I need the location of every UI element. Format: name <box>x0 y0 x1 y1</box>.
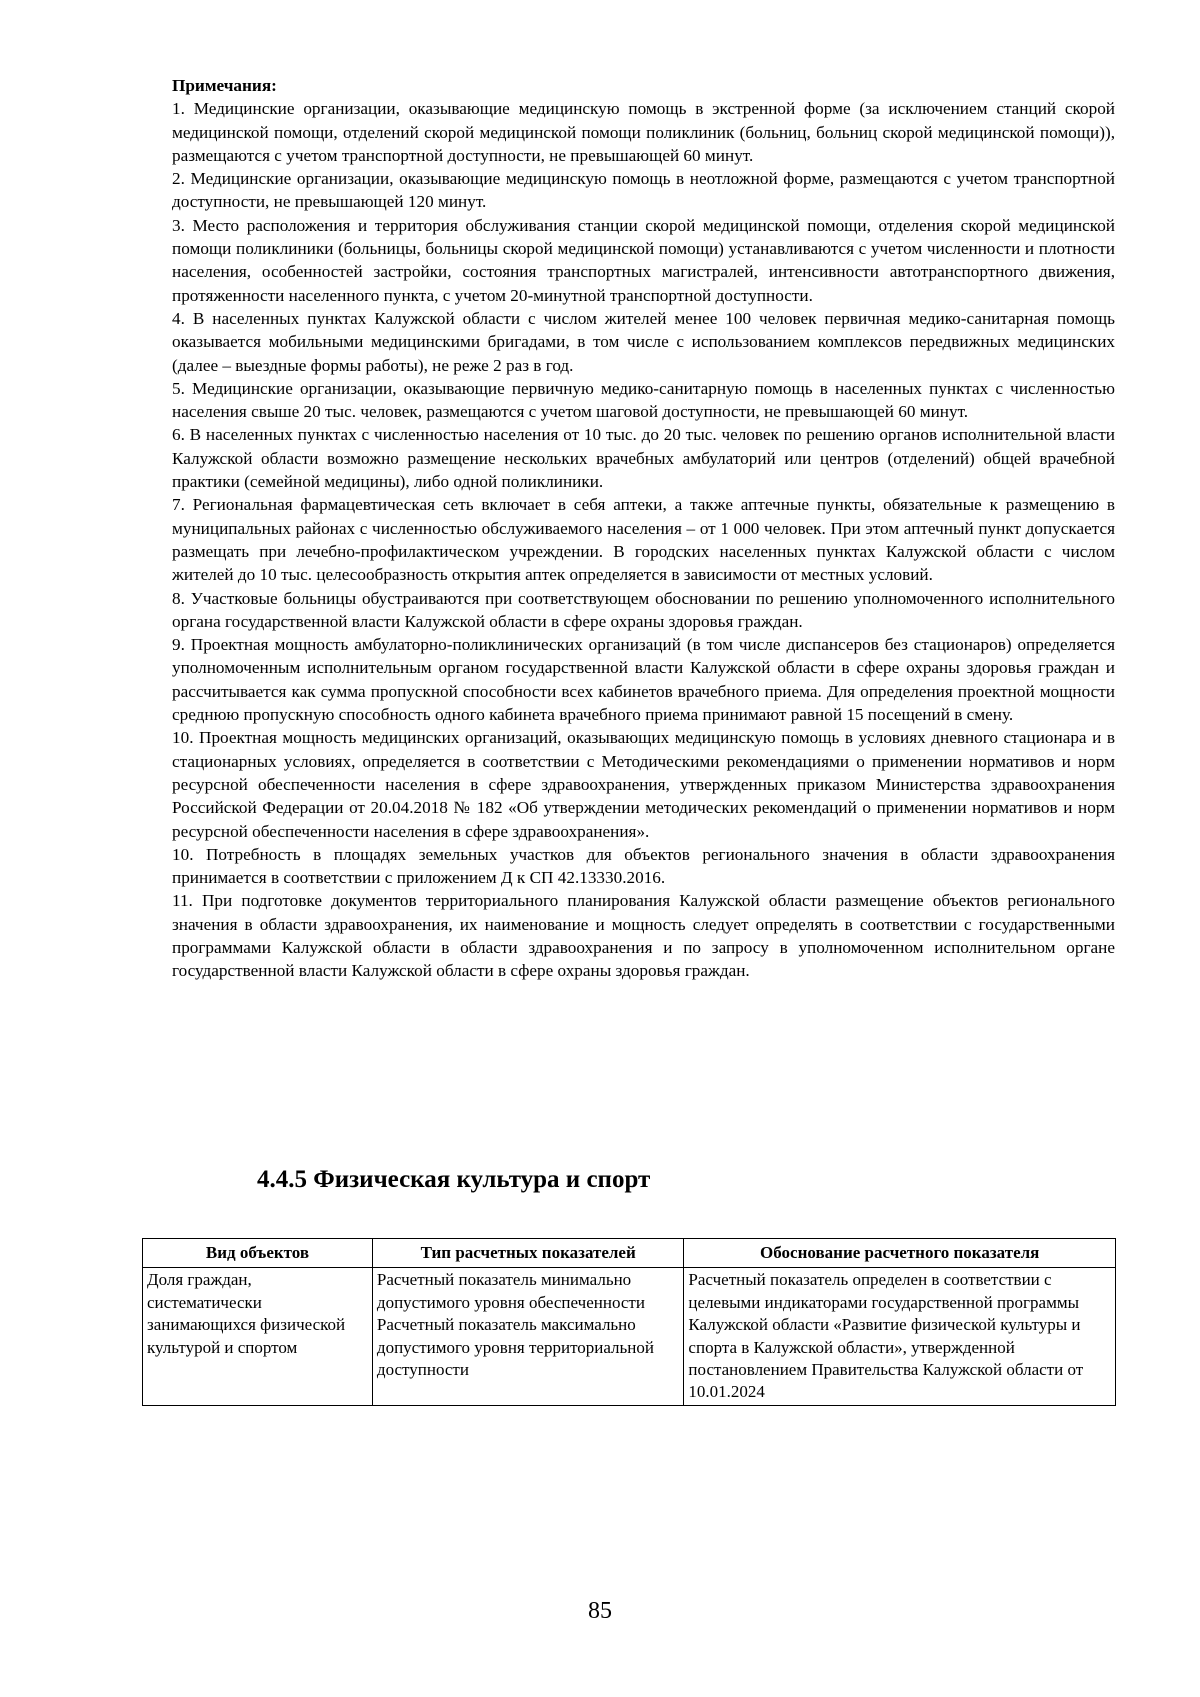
header-object-type: Вид объектов <box>143 1239 373 1268</box>
note-item-5: 5. Медицинские организации, оказывающие первичную медико-санитарную помощь в населенных пунктах с численностью населения свыше 20 тыс. человек, размещаются с учетом шаговой доступности, не превышающей 60 минут. <box>172 378 1115 422</box>
indicator-min-provision: Расчетный показатель минимально допустимого уровня обеспеченности <box>376 1270 645 1312</box>
notes-block <box>172 74 1115 983</box>
table-row <box>143 1268 1116 1405</box>
note-item-2: 2. Медицинские организации, оказывающие медицинскую помощь в неотложной форме, размещаются с учетом транспортной доступности, не превышающей 120 минут. <box>172 169 1115 212</box>
objects-table <box>142 1238 1116 1406</box>
note-item-10: 10. Проектная мощность медицинских организаций, оказывающих медицинскую помощь в условиях дневного стационара и в стационарных условиях, определяется в соответствии с Методическими рекомендациями о применении нормативов и норм ресурсной обеспеченности населения в сфере здравоохранения, утвержденных приказом Министерства здравоохранения Российской Федерации от 20.04.2018 № 182 «Об утверждении методических рекомендаций о применении нормативов и норм ресурсной обеспеченности населения в сфере здравоохранения». <box>172 728 1115 841</box>
cell-indicators <box>372 1268 684 1405</box>
note-item-6: 6. В населенных пунктах с численностью населения от 10 тыс. до 20 тыс. человек по решению органов исполнительной власти Калужской области возможно размещение нескольких врачебных амбулаторий или центров (отделений) общей врачебной практики (семейной медицины), либо одной поликлиники. <box>172 425 1115 492</box>
note-item-9: 9. Проектная мощность амбулаторно-поликлинических организаций (в том числе диспансеров без стационаров) определяется уполномоченным исполнительным органом государственной власти Калужской области в сфере охраны здоровья граждан и рассчитывается как сумма пропускной способности всех кабинетов врачебного приема. Для определения проектной мощности среднюю пропускную способность одного кабинета врачебного приема принимают равной 15 посещений в смену. <box>172 635 1115 725</box>
header-justification: Обоснование расчетного показателя <box>684 1239 1116 1268</box>
notes-heading: Примечания: <box>172 76 277 95</box>
note-item-8: 8. Участковые больницы обустраиваются при соответствующем обосновании по решению уполномоченного исполнительного органа государственной власти Калужской области в сфере охраны здоровья граждан. <box>172 588 1115 631</box>
cell-justification: Расчетный показатель определен в соответствии с целевыми индикаторами государственной программы Калужской области «Развитие физической культуры и спорта в Калужской области», утвержденной постановлением Правительства Калужской области от 10.01.2024 <box>684 1268 1116 1405</box>
cell-object: Доля граждан, систематически занимающихся физической культурой и спортом <box>143 1268 373 1405</box>
indicator-max-accessibility: Расчетный показатель максимально допустимого уровня территориальной доступности <box>376 1315 654 1380</box>
note-item-1: 1. Медицинские организации, оказывающие медицинскую помощь в экстренной форме (за исключением станций скорой медицинской помощи, отделений скорой медицинской помощи поликлиник (больниц, больниц скорой медицинской помощи)), размещаются с учетом транспортной доступности, не превышающей 60 минут. <box>172 99 1115 165</box>
note-item-10-land: 10. Потребность в площадях земельных участков для объектов регионального значения в области здравоохранения принимается в соответствии с приложением Д к СП 42.13330.2016. <box>172 844 1115 888</box>
note-item-3: 3. Место расположения и территория обслуживания станции скорой медицинской помощи, отделения скорой медицинской помощи поликлиники (больницы, больницы скорой медицинской помощи) устанавливаются с учетом численности и плотности населения, особенностей застройки, состояния транспортных магистралей, интенсивности автотранспортного движения, протяженности населенного пункта, с учетом 20-минутной транспортной доступности. <box>172 215 1115 305</box>
note-item-4: 4. В населенных пунктах Калужской области с числом жителей менее 100 человек первичная медико-санитарная помощь оказывается мобильными медицинскими бригадами, в том числе с использованием комплексов передвижных медицинских (далее – выездные формы работы), не реже 2 раз в год. <box>172 308 1115 375</box>
note-item-7: 7. Региональная фармацевтическая сеть включает в себя аптеки, а также аптечные пункты, обязательные к размещению в муниципальных районах с численностью обслуживаемого населения – от 1 000 человек. При этом аптечный пункт допускается размещать при лечебно-профилактическом учреждении. В городских населенных пунктах Калужской области с числом жителей до 10 тыс. целесообразность открытия аптек определяется в зависимости от местных условий. <box>172 495 1115 585</box>
note-item-11: 11. При подготовке документов территориального планирования Калужской области размещение объектов регионального значения в области здравоохранения, их наименование и мощность следует определять в соответствии с государственными программами Калужской области в области здравоохранения и по запросу в уполномоченном исполнительном органе государственной власти Калужской области в сфере охраны здоровья граждан. <box>172 891 1115 981</box>
header-indicator-type: Тип расчетных показателей <box>372 1239 684 1268</box>
table-header-row <box>143 1239 1116 1268</box>
page-number: 85 <box>588 1598 612 1624</box>
section-title: 4.4.5 Физическая культура и спорт <box>257 1166 651 1193</box>
